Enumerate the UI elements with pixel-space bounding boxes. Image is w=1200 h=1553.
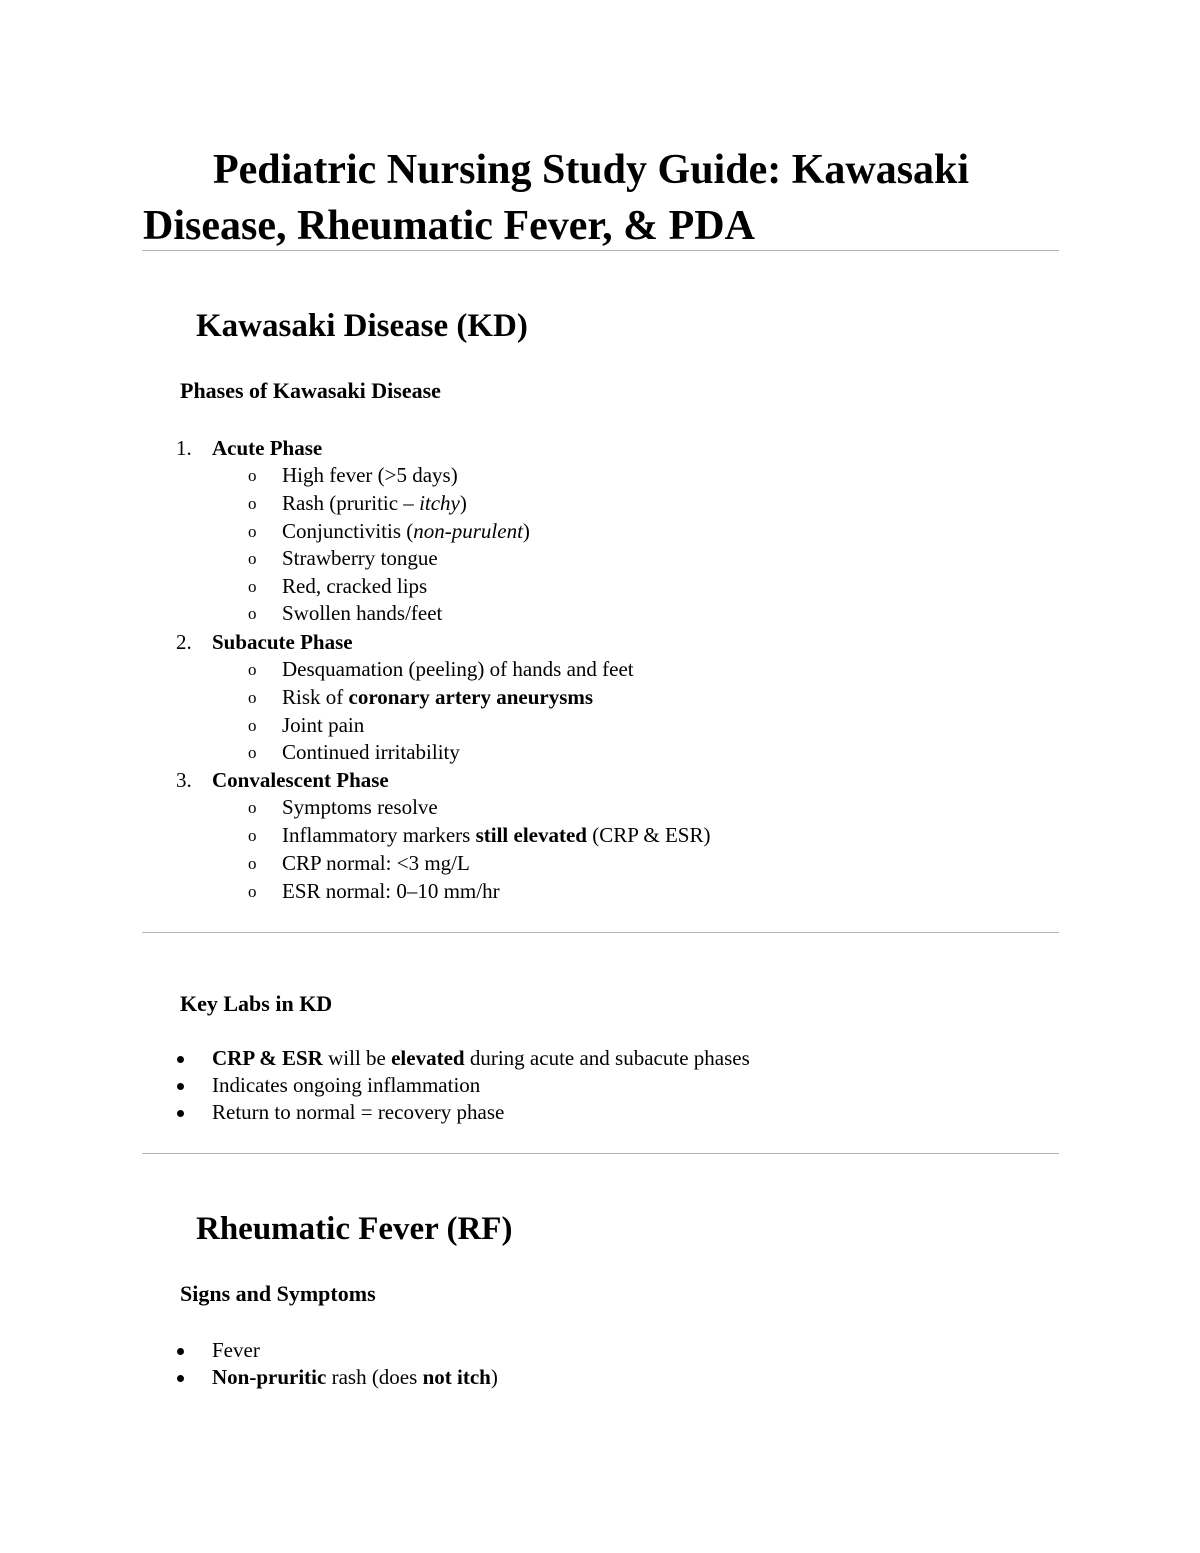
bullet-marker: o xyxy=(248,743,257,762)
list-number: 2. xyxy=(176,630,192,654)
list-item: Inflammatory markers still elevated (CRP & ESR) xyxy=(282,823,711,847)
bullet-marker: o xyxy=(248,549,257,568)
bullet-marker: o xyxy=(248,660,257,679)
list-item: Non-pruritic rash (does not itch) xyxy=(212,1365,498,1389)
list-item: Risk of coronary artery aneurysms xyxy=(282,685,594,709)
list-item: Continued irritability xyxy=(282,740,460,764)
phase-label-convalescent: Convalescent Phase xyxy=(212,768,389,792)
phase-label-subacute: Subacute Phase xyxy=(212,630,353,654)
bullet-marker: o xyxy=(248,826,257,845)
subheading-phases: Phases of Kawasaki Disease xyxy=(180,378,441,403)
list-number: 3. xyxy=(176,768,192,792)
phase-label-acute: Acute Phase xyxy=(212,436,323,460)
list-item: Fever xyxy=(212,1338,260,1362)
list-item: CRP normal: <3 mg/L xyxy=(282,851,470,875)
bullet-marker: o xyxy=(248,798,257,817)
bullet-marker: o xyxy=(248,466,257,485)
list-item: Conjunctivitis (non-purulent) xyxy=(282,519,530,543)
list-item: Swollen hands/feet xyxy=(282,601,443,625)
list-item: Strawberry tongue xyxy=(282,546,438,570)
divider xyxy=(142,250,1059,251)
list-item: CRP & ESR will be elevated during acute and subacute phases xyxy=(212,1046,750,1070)
subheading-signs: Signs and Symptoms xyxy=(180,1281,376,1306)
list-item: Desquamation (peeling) of hands and feet xyxy=(282,657,634,681)
bullet-dot xyxy=(177,1375,184,1382)
section-heading-rf: Rheumatic Fever (RF) xyxy=(196,1211,513,1247)
bullet-dot xyxy=(177,1056,184,1063)
list-item: Indicates ongoing inflammation xyxy=(212,1073,481,1097)
list-item: High fever (>5 days) xyxy=(282,463,458,487)
bullet-marker: o xyxy=(248,604,257,623)
divider xyxy=(142,932,1059,933)
bullet-marker: o xyxy=(248,716,257,735)
bullet-marker: o xyxy=(248,854,257,873)
list-number: 1. xyxy=(176,436,192,460)
bullet-marker: o xyxy=(248,522,257,541)
subheading-key-labs: Key Labs in KD xyxy=(180,991,333,1016)
bullet-marker: o xyxy=(248,688,257,707)
section-heading-kd: Kawasaki Disease (KD) xyxy=(196,308,528,344)
divider xyxy=(142,1153,1059,1154)
list-item: Symptoms resolve xyxy=(282,795,438,819)
bullet-marker: o xyxy=(248,494,257,513)
bullet-dot xyxy=(177,1110,184,1117)
title-line-2: Disease, Rheumatic Fever, & PDA xyxy=(143,203,755,249)
bullet-marker: o xyxy=(248,882,257,901)
bullet-dot xyxy=(177,1083,184,1090)
bullet-marker: o xyxy=(248,577,257,596)
list-item: Joint pain xyxy=(282,713,365,737)
page-title xyxy=(143,142,1063,254)
title-line-1: Pediatric Nursing Study Guide: Kawasaki xyxy=(213,147,970,193)
list-item: Red, cracked lips xyxy=(282,574,428,598)
list-item: Return to normal = recovery phase xyxy=(212,1100,505,1124)
list-item: Rash (pruritic – itchy) xyxy=(282,491,467,515)
bullet-dot xyxy=(177,1348,184,1355)
list-item: ESR normal: 0–10 mm/hr xyxy=(282,879,500,903)
